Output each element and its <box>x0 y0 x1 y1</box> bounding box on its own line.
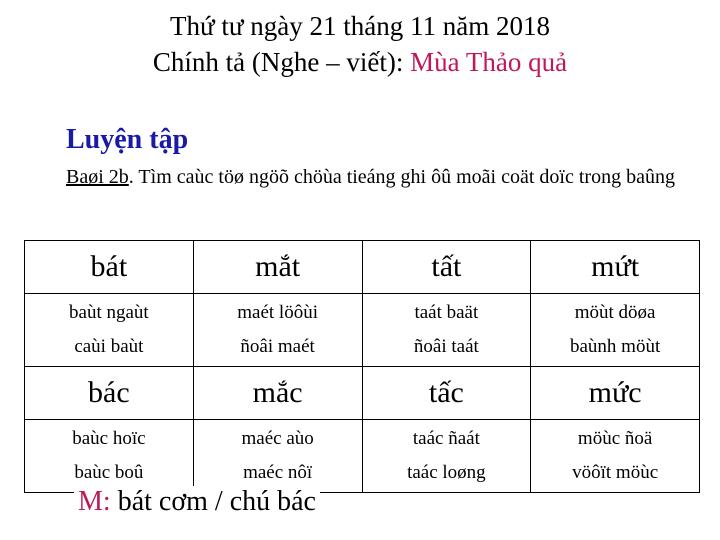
head-word: tấc <box>362 367 531 420</box>
word-table <box>24 240 700 493</box>
example-word: maéc aùo <box>241 428 314 449</box>
table-row <box>25 241 700 294</box>
example-word: caùi baùt <box>74 336 144 357</box>
instruction-text: . Tìm caùc töø ngöõ chöùa tieáng ghi ôû moãi coät doïc trong baûng <box>128 166 675 188</box>
section-title: Luyện tập <box>66 124 189 155</box>
example-word: vöôït möùc <box>572 462 659 483</box>
example-cell <box>25 294 194 367</box>
exercise-instruction <box>66 158 686 196</box>
example-cell <box>362 420 531 493</box>
example-word: möùc ñoä <box>577 428 653 449</box>
example-cell <box>362 294 531 367</box>
example-text: bát cơm / chú bác <box>110 486 316 517</box>
head-word: mứt <box>531 241 700 294</box>
example-cell <box>531 420 700 493</box>
example-word: baùt ngaùt <box>69 302 149 323</box>
lesson-title: Mùa Thảo quả <box>410 47 568 77</box>
example-cell <box>193 294 362 367</box>
example-word: ñoâi maét <box>240 336 315 357</box>
example-word: taác loøng <box>407 462 486 483</box>
example-word: taát baät <box>414 302 479 323</box>
exercise-label: Baøi 2b <box>66 166 129 188</box>
page-header <box>0 8 720 80</box>
example-cell <box>531 294 700 367</box>
table-row <box>25 294 700 367</box>
subject-line <box>0 44 720 80</box>
head-word: mức <box>531 367 700 420</box>
date-line: Thứ tư ngày 21 tháng 11 năm 2018 <box>170 11 550 41</box>
subject-label: Chính tả (Nghe – viết): <box>152 47 404 77</box>
table-row <box>25 420 700 493</box>
head-word: tất <box>362 241 531 294</box>
example-word: möùt döøa <box>574 302 656 323</box>
example-word: baùnh möùt <box>570 336 661 357</box>
example-cell <box>193 420 362 493</box>
head-word: mắc <box>193 367 362 420</box>
head-word: bát <box>25 241 194 294</box>
table-row <box>25 367 700 420</box>
example-line <box>74 486 320 518</box>
example-word: maét löôùi <box>237 302 318 323</box>
example-word: ñoâi taát <box>413 336 479 357</box>
head-word: mắt <box>193 241 362 294</box>
example-word: taác ñaát <box>412 428 480 449</box>
example-word: baùc hoïc <box>72 428 146 449</box>
head-word: bác <box>25 367 194 420</box>
example-prefix: M: <box>78 486 111 517</box>
example-cell <box>25 420 194 493</box>
example-word: maéc nôï <box>243 462 313 483</box>
example-word: baùc boû <box>74 462 144 483</box>
